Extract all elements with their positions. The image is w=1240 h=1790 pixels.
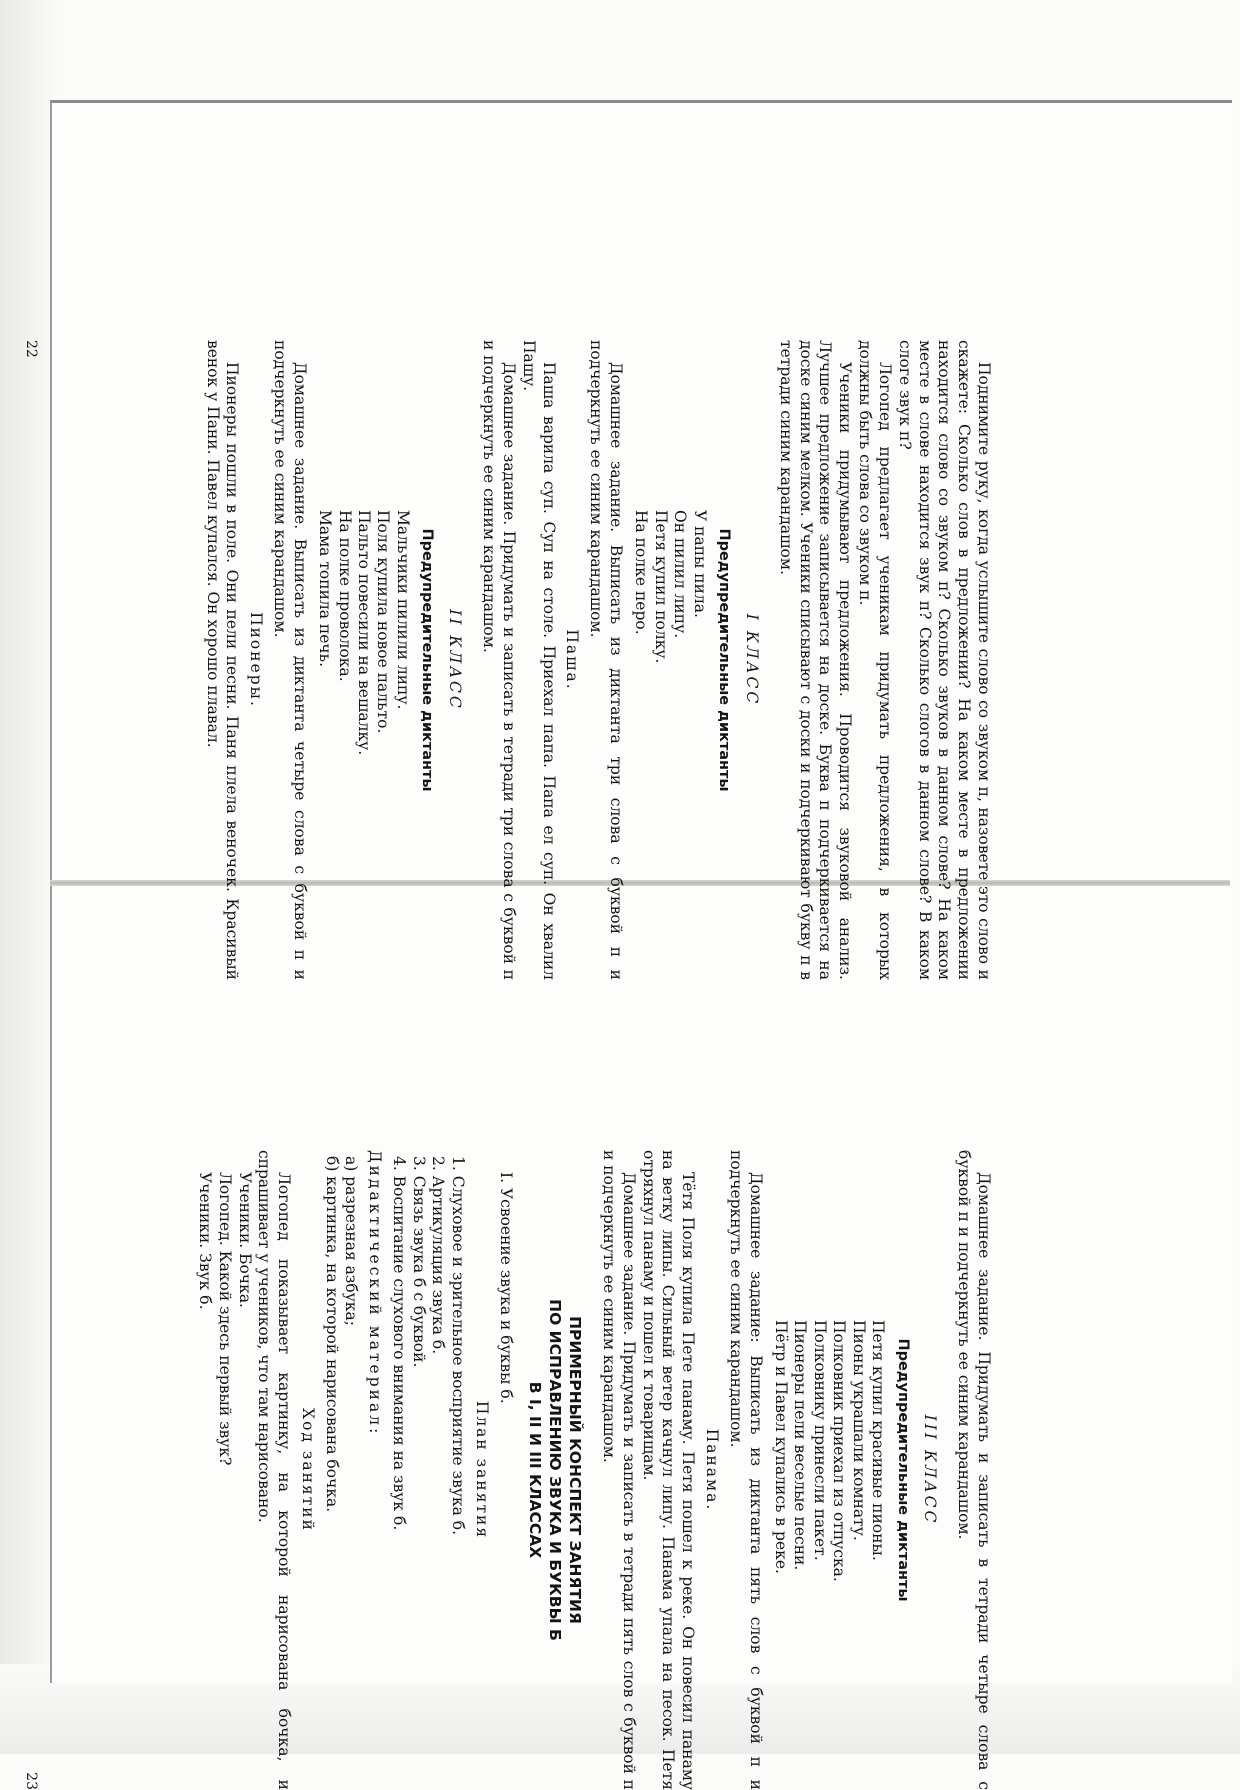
intro-paragraph: Ученики придумывают предложения. Проводится звуковой анализ. Лучшее предложение записывается на доске. Буква п подчеркивается на доске синим мелком. Ученики списывают с доски и подчеркивают букву п в тетради синим карандашом.: [776, 340, 855, 980]
plan-item: 3. Связь звука б с буквой.: [409, 1156, 428, 1368]
story-title: Панама.: [703, 1428, 722, 1512]
story-paragraph: Паша варила суп. Суп на столе. Приехал папа. Папа ел суп. Он хвалил Пашу.: [519, 340, 558, 980]
story-title: Паша.: [563, 629, 582, 691]
section-subheading: Предупредительные диктанты: [894, 1338, 911, 1602]
dictation-line: Петя купил красивые пионы.: [868, 1320, 887, 1561]
dialogue-line: Ученики. Бочка.: [235, 1172, 254, 1308]
story-paragraph: Пионеры пошли в поле. Они пели песни. Паня плела веночек. Красивый венок у Пани. Павел купался. Он хорошо плавал.: [203, 340, 242, 980]
story-paragraph: Тётя Поля купила Пете панаму. Петя пошел к реке. Он повесил панаму на ветку липы. Сильный ветер качнул липу. Панама упала на песок. Петя отряхнул панаму и пошел к товарищам.: [639, 1150, 698, 1790]
plan-item: 1. Слуховое и зрительное восприятие звука б.: [448, 1156, 467, 1536]
class-heading: II КЛАСС: [446, 609, 465, 711]
course-paragraph: Логопед показывает картинку, на которой нарисована бочка, и спрашивает у учеников, что там нарисовано.: [255, 1150, 294, 1790]
dictation-line: Пётр и Павел купались в реке.: [772, 1320, 791, 1574]
dictation-line: На полке проволока.: [335, 510, 354, 682]
plan-heading: План занятия: [472, 1400, 491, 1540]
materials-heading: Дидактический материал:: [366, 1150, 385, 1437]
dictation-line: Полковнику принесли пакет.: [810, 1320, 829, 1561]
dialogue-line: Ученики. Звук б.: [195, 1172, 214, 1310]
materials-list: [321, 1150, 360, 1790]
page-22: [13, 340, 993, 980]
dictation-line: Мальчики пилили липу.: [393, 510, 412, 710]
materials-item: а) разрезная азбука;: [342, 1156, 361, 1326]
dictation-line: У папы пила.: [690, 510, 709, 618]
plan-item: 2. Артикуляция звука б.: [429, 1156, 448, 1355]
homework-paragraph: Домашнее задание. Выписать из диктанта три слова с буквой п и подчеркнуть ее синим карандашом.: [587, 340, 626, 980]
homework-paragraph: Домашнее задание. Придумать и записать в тетради пять слов с буквой п и подчеркнуть ее синим карандашом.: [599, 1150, 638, 1790]
section-title: ПО ИСПРАВЛЕНИЮ ЗВУКА И БУКВЫ Б: [546, 1299, 565, 1641]
dictation-line: Пионы украшали комнату.: [849, 1320, 868, 1541]
section-title: ПРИМЕРНЫЙ КОНСПЕКТ ЗАНЯТИЯ: [566, 1316, 585, 1624]
dictation-line: Пионеры пели веселые песни.: [791, 1320, 810, 1571]
intro-paragraph: Логопед предлагает ученикам придумать предложения, в которых должны быть слова со звуком п.: [856, 340, 894, 980]
dictation-line: Мама топила печь.: [316, 510, 335, 668]
dictation-line: Полковник приехал из отпуска.: [830, 1320, 849, 1582]
homework-paragraph: Домашнее задание: Выписать из диктанта пять слов с буквой п и подчеркнуть ее синим карандашом.: [726, 1150, 765, 1790]
section-subheading: Предупредительные диктанты: [716, 528, 733, 792]
plan-list: [388, 1150, 467, 1790]
dictation-line: Поля купила новое пальто.: [374, 510, 393, 734]
section-title: В I, II И III КЛАССАХ: [526, 1381, 545, 1559]
story-title: Пионеры.: [247, 612, 266, 708]
page-23: [13, 1150, 993, 1790]
course-heading: Ход занятий: [299, 1408, 318, 1532]
dialogue-line: Логопед. Какой здесь первый звук?: [215, 1172, 234, 1466]
homework-paragraph: Домашнее задание. Придумать и записать в тетради три слова с буквой п и подчеркнуть ее синим карандашом.: [480, 340, 518, 980]
class-heading: I КЛАСС: [742, 613, 761, 707]
dictation-line: Петя купил полку.: [651, 510, 670, 664]
page-number: 23: [22, 1772, 39, 1790]
topic-line: I. Усвоение звука и буквы б.: [496, 1172, 515, 1404]
dictation-line: На полке перо.: [632, 510, 651, 635]
dictation-line: Пальто повесили на вешалку.: [355, 510, 374, 756]
dictation-line: Он пилил липу.: [671, 510, 690, 639]
plan-item: 4. Воспитание слухового внимания на звук б.: [389, 1156, 408, 1531]
intro-paragraph: Поднимите руку, когда услышите слово со звуком п, назовете это слово и скажете: Сколько слов в предложении? На каком месте в предложении находится слово со звуком п? Сколько звуков в данном слове? На каком месте в слове находится звук п? Сколько слогов в данном слове? В каком слоге звук п?: [895, 340, 993, 980]
materials-item: б) картинка, на которой нарисована бочка.: [322, 1156, 341, 1513]
page-number: 22: [22, 340, 39, 358]
class-heading: III КЛАСС: [921, 1414, 940, 1526]
homework-paragraph: Домашнее задание. Выписать из диктанта четыре слова с буквой п и подчеркнуть ее синим карандашом.: [271, 340, 309, 980]
dictation-list: [631, 510, 709, 980]
dictation-list: [315, 510, 412, 980]
section-subheading: Предупредительные диктанты: [419, 528, 436, 792]
homework-paragraph: Домашнее задание. Придумать и записать в тетради четыре слова с буквой п и подчеркнуть ее синим карандашом.: [955, 1150, 993, 1790]
dictation-list: [771, 1320, 887, 1790]
